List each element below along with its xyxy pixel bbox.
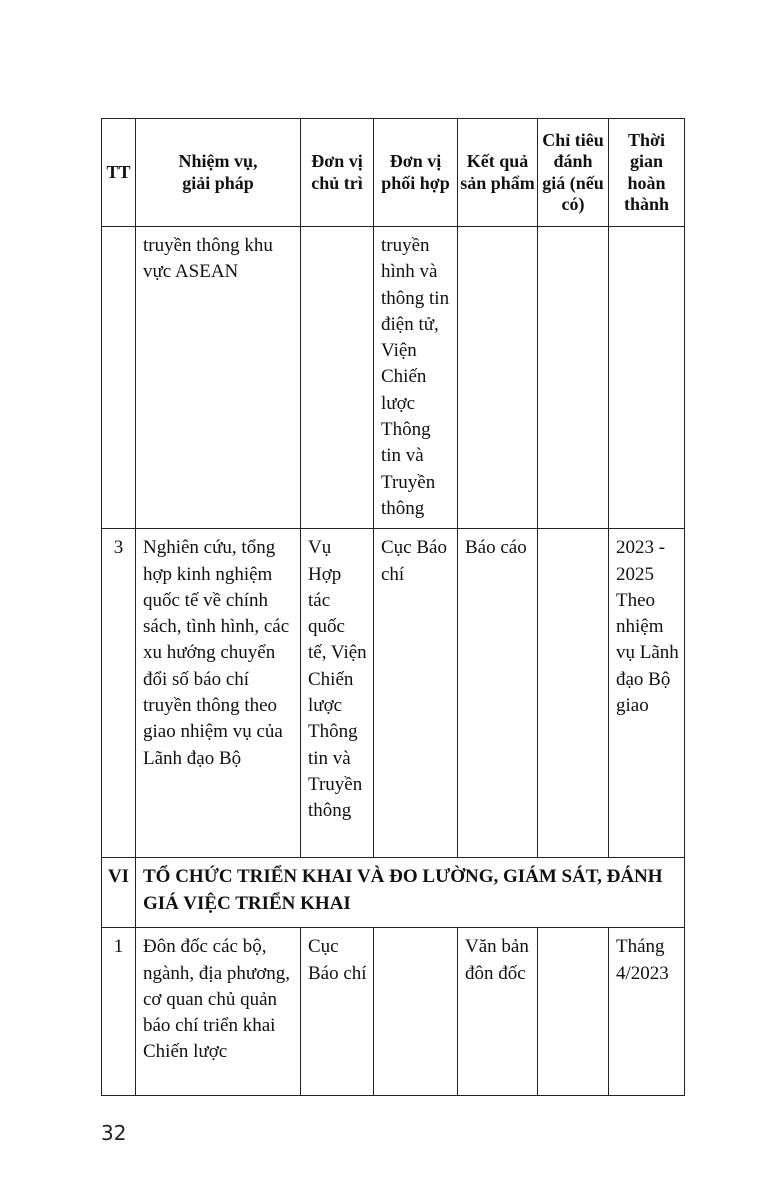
task-cell: truyền thông khu vực ASEAN [136,227,301,529]
row-number: 3 [102,529,136,858]
task-cell: Đôn đốc các bộ, ngành, địa phương, cơ quan chủ quản báo chí triển khai Chiến lược [136,928,301,1096]
result-cell: Văn bản đôn đốc [458,928,538,1096]
header-indicator: Chỉ tiêu đánh giá (nếu có) [538,119,609,227]
section-row [102,858,685,928]
table-row [102,529,685,858]
lead-unit-cell [301,227,374,529]
row-number [102,227,136,529]
header-coordinating-unit: Đơn vị phối hợp [374,119,458,227]
header-row [102,119,685,227]
header-task: Nhiệm vụ, giải pháp [136,119,301,227]
header-lead-unit: Đơn vị chủ trì [301,119,374,227]
coordinating-unit-cell [374,928,458,1096]
deadline-cell: 2023 - 2025 Theo nhiệm vụ Lãnh đạo Bộ giao [609,529,685,858]
coordinating-unit-cell: truyền hình và thông tin điện tử, Viện Chiến lược Thông tin và Truyền thông [374,227,458,529]
header-deadline: Thời gian hoàn thành [609,119,685,227]
page-number: 32 [101,1121,127,1145]
result-cell [458,227,538,529]
result-cell: Báo cáo [458,529,538,858]
deadline-cell: Tháng 4/2023 [609,928,685,1096]
indicator-cell [538,928,609,1096]
lead-unit-cell: Cục Báo chí [301,928,374,1096]
task-cell: Nghiên cứu, tổng hợp kinh nghiệm quốc tế về chính sách, tình hình, các xu hướng chuyển đổi số báo chí truyền thông theo giao nhiệm vụ của Lãnh đạo Bộ [136,529,301,858]
header-tt: TT [102,119,136,227]
lead-unit-cell: Vụ Hợp tác quốc tế, Viện Chiến lược Thông tin và Truyền thông [301,529,374,858]
table-row [102,928,685,1096]
deadline-cell [609,227,685,529]
coordinating-unit-cell: Cục Báo chí [374,529,458,858]
section-number: VI [102,858,136,928]
table-row [102,227,685,529]
indicator-cell [538,227,609,529]
indicator-cell [538,529,609,858]
header-result: Kết quả sản phẩm [458,119,538,227]
section-title: TỔ CHỨC TRIỂN KHAI VÀ ĐO LƯỜNG, GIÁM SÁT, ĐÁNH GIÁ VIỆC TRIỂN KHAI [136,858,685,928]
row-number: 1 [102,928,136,1096]
strategy-task-table [101,118,685,1096]
